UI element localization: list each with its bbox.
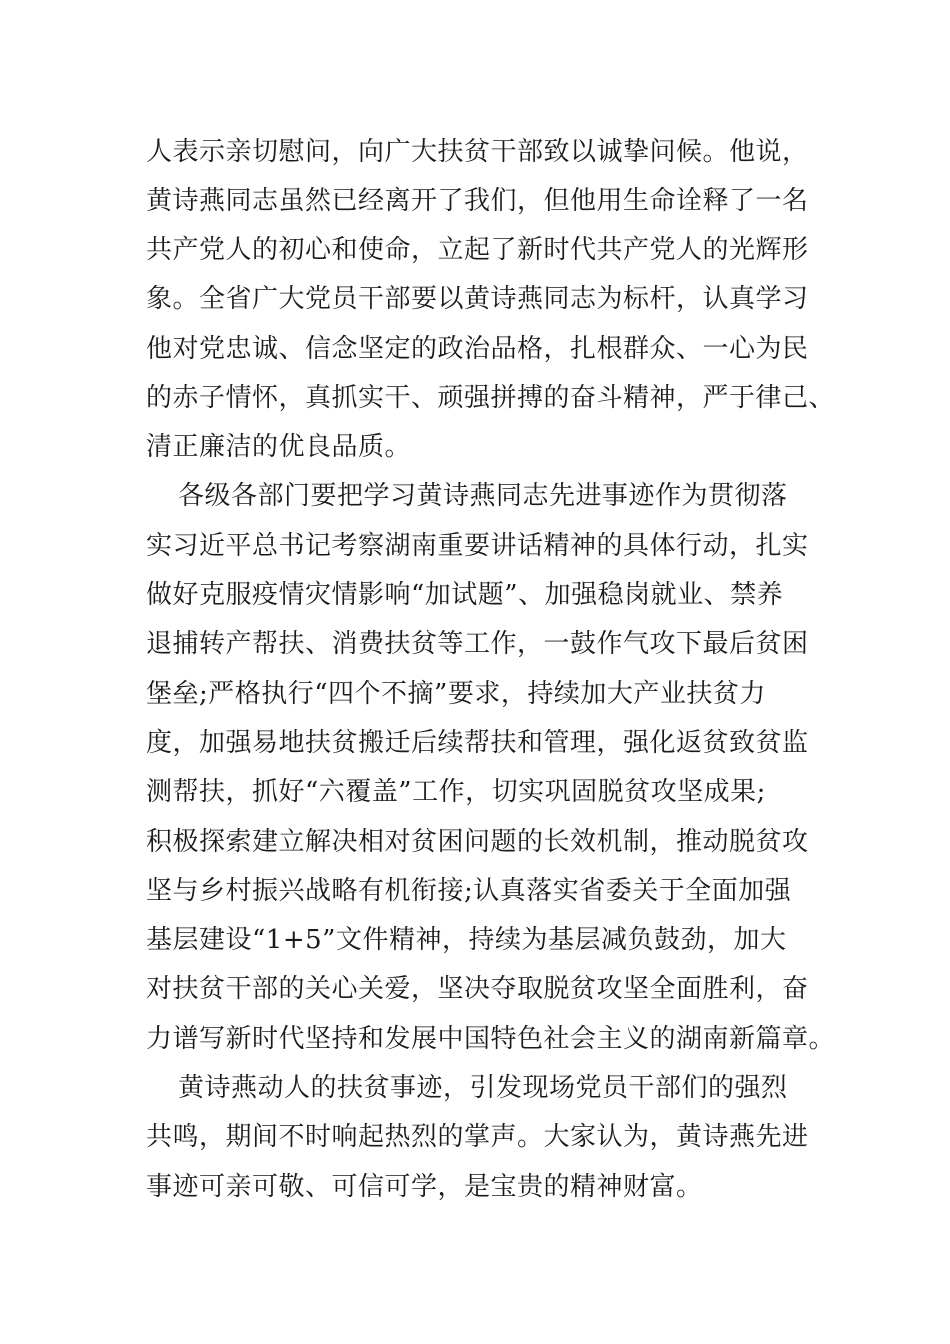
text-line: 退捕转产帮扶、消费扶贫等工作，一鼓作气攻下最后贫困	[146, 629, 809, 659]
text-line: 测帮扶，抓好“六覆盖”工作，切实巩固脱贫攻坚成果;	[146, 777, 766, 807]
text-line: 黄诗燕同志虽然已经离开了我们，但他用生命诠释了一名	[146, 186, 809, 216]
text-line: 共鸣，期间不时响起热烈的掌声。大家认为，黄诗燕先进	[146, 1122, 809, 1152]
text-line: 坚与乡村振兴战略有机衔接;认真落实省委关于全面加强	[146, 876, 792, 906]
text-line: 的赤子情怀，真抓实干、顽强拼搏的奋斗精神，严于律己、	[146, 383, 836, 413]
text-line: 黄诗燕动人的扶贫事迹，引发现场党员干部们的强烈	[178, 1073, 788, 1103]
text-line: 基层建设“1+5”文件精神，持续为基层减负鼓劲，加大	[146, 925, 787, 955]
text-line: 事迹可亲可敬、可信可学，是宝贵的精神财富。	[146, 1172, 703, 1202]
text-line: 实习近平总书记考察湖南重要讲话精神的具体行动，扎实	[146, 531, 809, 561]
text-line: 清正廉洁的优良品质。	[146, 432, 412, 462]
text-line: 象。全省广大党员干部要以黄诗燕同志为标杆，认真学习	[146, 284, 809, 314]
text-line: 各级各部门要把学习黄诗燕同志先进事迹作为贯彻落	[178, 481, 788, 511]
text-line: 他对党忠诚、信念坚定的政治品格，扎根群众、一心为民	[146, 334, 809, 364]
text-line: 堡垒;严格执行“四个不摘”要求，持续加大产业扶贫力	[146, 679, 766, 709]
text-line: 人表示亲切慰问，向广大扶贫干部致以诚挚问候。他说，	[146, 137, 809, 167]
text-line: 积极探索建立解决相对贫困问题的长效机制，推动脱贫攻	[146, 827, 809, 857]
text-line: 度，加强易地扶贫搬迁后续帮扶和管理，强化返贫致贫监	[146, 728, 809, 758]
text-line: 力谱写新时代坚持和发展中国特色社会主义的湖南新篇章。	[146, 1024, 836, 1054]
text-line: 共产党人的初心和使命，立起了新时代共产党人的光辉形	[146, 235, 809, 265]
text-line: 做好克服疫情灾情影响“加试题”、加强稳岗就业、禁养	[146, 580, 784, 610]
text-line: 对扶贫干部的关心关爱，坚决夺取脱贫攻坚全面胜利，奋	[146, 974, 809, 1004]
